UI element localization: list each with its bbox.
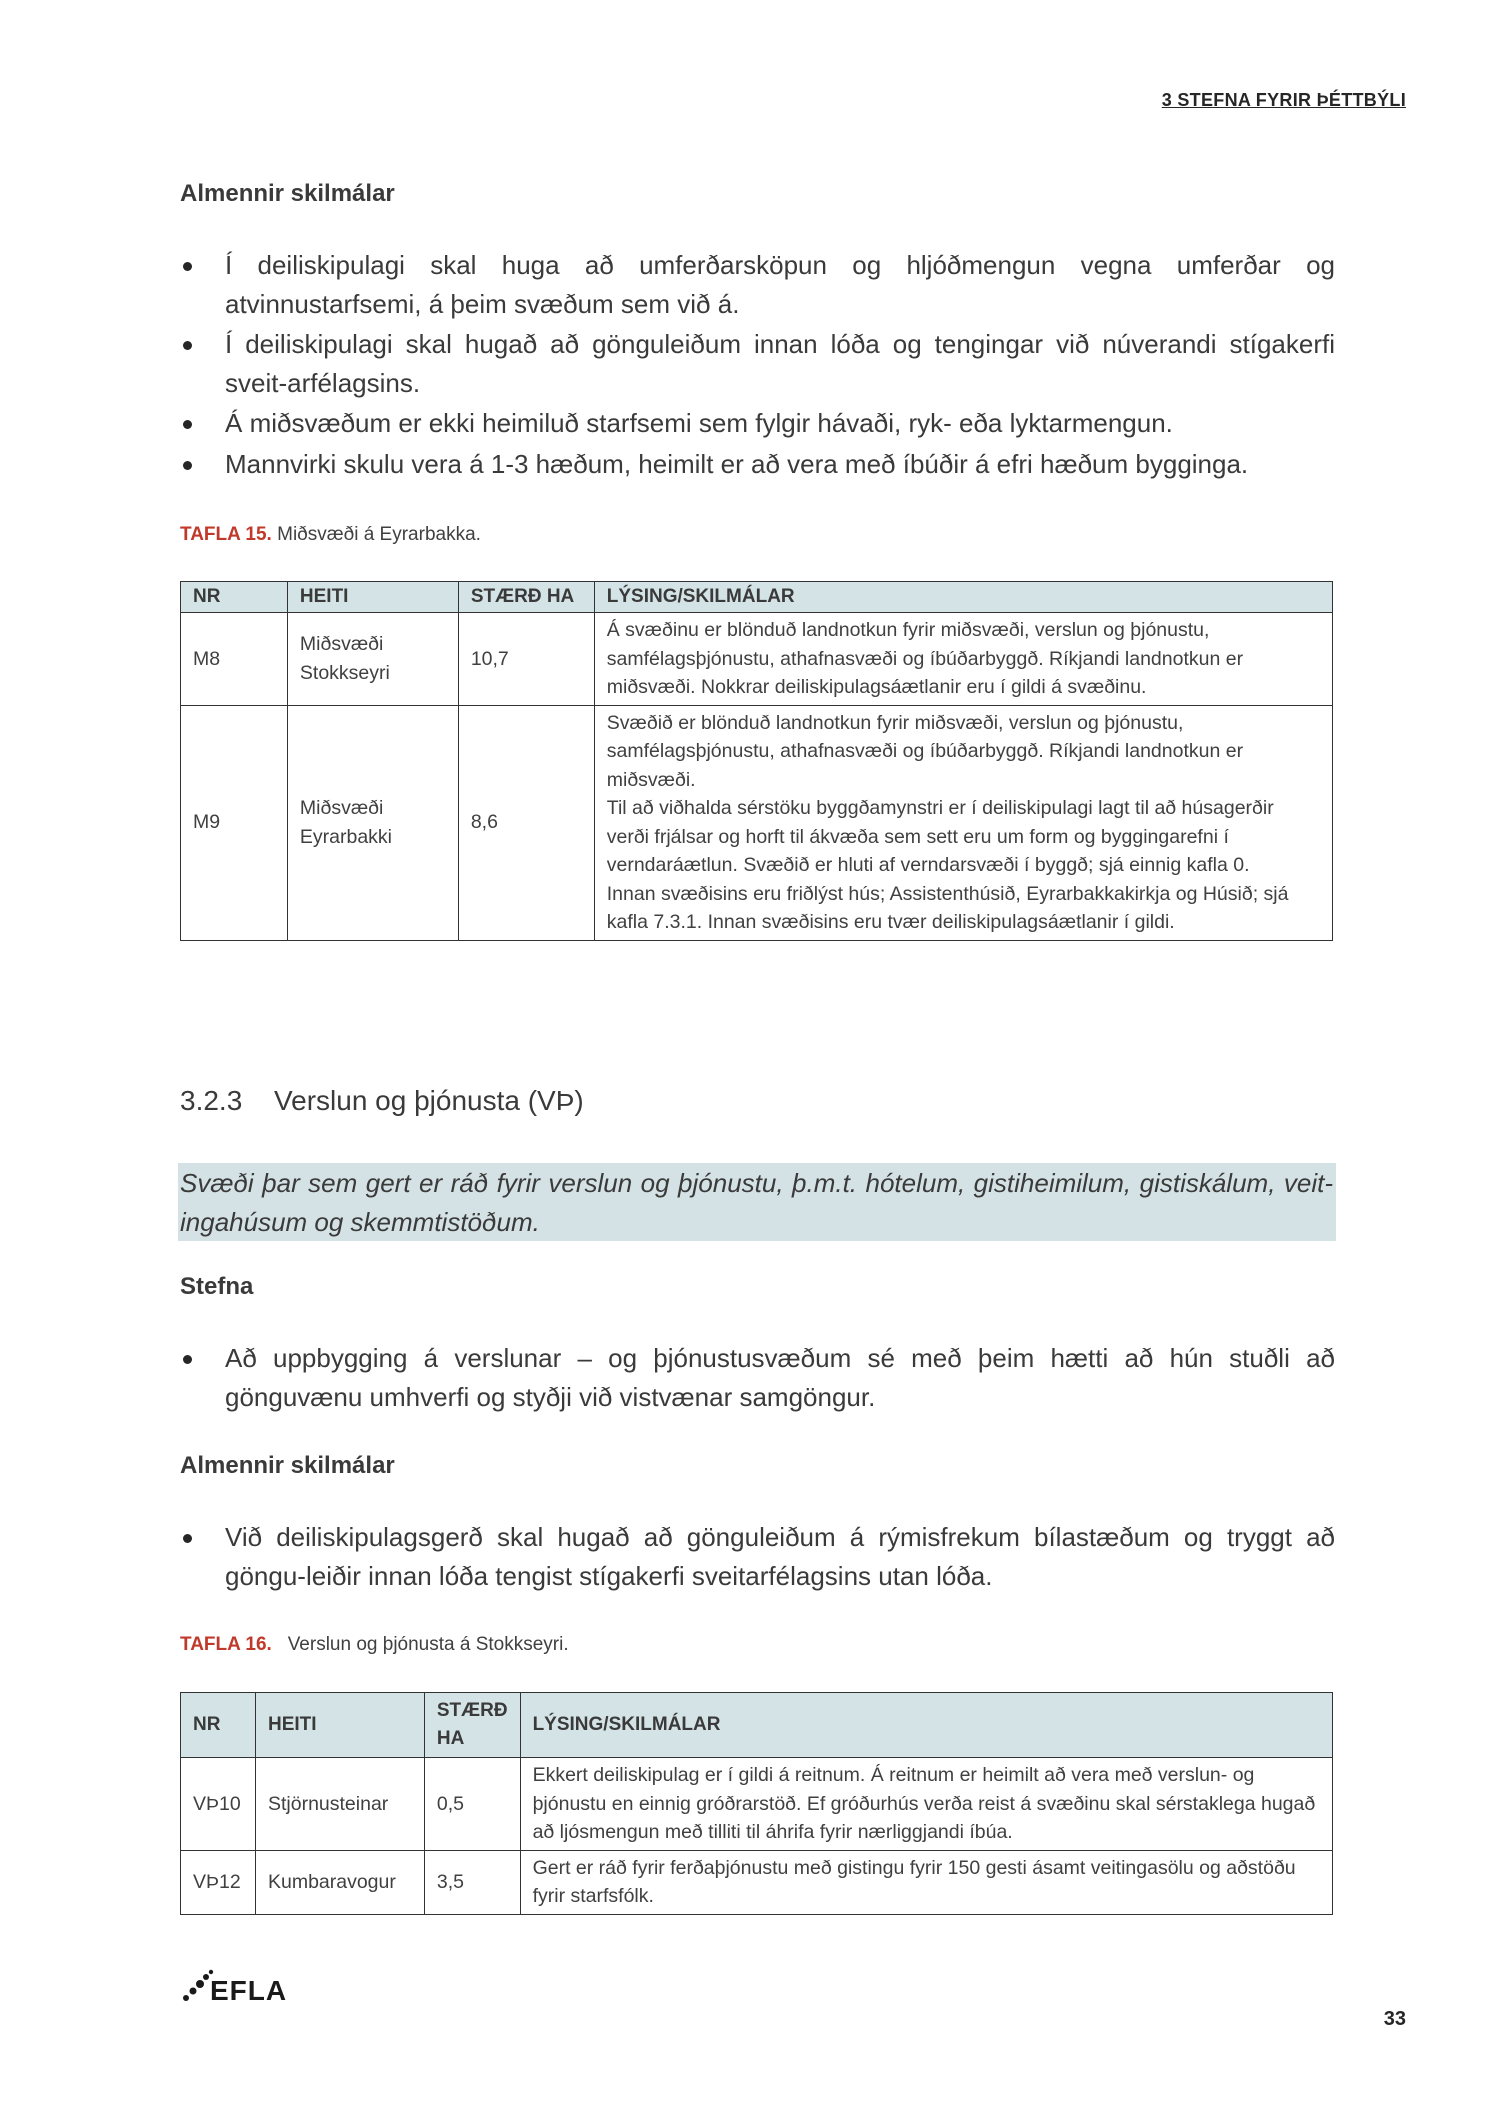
- page-number: 33: [1383, 2008, 1406, 2030]
- table-header-row: [181, 1693, 1333, 1758]
- logo-text: EFLA: [210, 1975, 288, 2006]
- table-row: [181, 1758, 1333, 1851]
- cell-staerd: 10,7: [458, 613, 594, 706]
- cell-nr: VÞ12: [181, 1850, 256, 1914]
- column-header-staerd: STÆRÐ HA: [458, 582, 594, 613]
- cell-heiti: Kumbaravogur: [255, 1850, 424, 1914]
- table-16: [180, 1692, 1333, 1915]
- cell-staerd: 3,5: [424, 1850, 520, 1914]
- column-header-nr: NR: [181, 1693, 256, 1758]
- list-item: Að uppbygging á verslunar – og þjónustusvæðum sé með þeim hætti að hún stuðli að gönguvænu umhverfi og styðji við vistvænar samgöngur.: [180, 1339, 1335, 1416]
- bullet-icon: [183, 461, 192, 470]
- table15-caption-text: Miðsvæði á Eyrarbakka.: [277, 524, 481, 545]
- column-header-lysing: LÝSING/SKILMÁLAR: [594, 582, 1332, 613]
- cell-lysing: Gert er ráð fyrir ferðaþjónustu með gistingu fyrir 150 gesti ásamt veitingasölu og aðstöðu fyrir starfsfólk.: [520, 1850, 1332, 1914]
- column-header-staerd: STÆRÐ HA: [424, 1693, 520, 1758]
- section-heading-stefna: Stefna: [180, 1273, 254, 1300]
- cell-nr: M8: [181, 613, 288, 706]
- table-15: [180, 581, 1333, 941]
- stefna-list: [180, 1339, 1335, 1418]
- cell-heiti: Miðsvæði Stokkseyri: [287, 613, 458, 706]
- bullet-icon: [183, 341, 192, 350]
- bullet-icon: [183, 1534, 192, 1543]
- column-header-lysing: LÝSING/SKILMÁLAR: [520, 1693, 1332, 1758]
- bullet-icon: [183, 262, 192, 271]
- cell-lysing: Svæðið er blönduð landnotkun fyrir miðsvæði, verslun og þjónustu, samfélagsþjónustu, athafnasvæði og íbúðarbyggð. Ríkjandi landnotkun er miðsvæði. Til að viðhalda sérstöku byggðamynstri er í deiliskipulagi lagt til að húsagerðir verði frjálsar og horft til ákvæða sem sett eru um form og byggingarefni í verndaráætlun. Svæðið er hluti af verndarsvæði í byggð; sjá einnig kafla 0. Innan svæðisins eru friðlýst hús; Assistenthúsið, Eyrarbakkakirkja og Húsið; sjá kafla 7.3.1. Innan svæðisins eru tvær deiliskipulagsáætlanir í gildi.: [594, 705, 1332, 940]
- section-heading-general-terms: Almennir skilmálar: [180, 180, 395, 207]
- cell-lysing: Ekkert deiliskipulag er í gildi á reitnum. Á reitnum er heimilt að vera með verslun- og þjónustu en einnig gróðrarstöð. Ef gróðurhús verða reist á svæðinu skal sérstaklega hugað að ljósmengun með tilliti til áhrifa fyrir nærliggjandi íbúa.: [520, 1758, 1332, 1851]
- section-intro: Svæði þar sem gert er ráð fyrir verslun og þjónustu, þ.m.t. hótelum, gistiheimilum, gistiskálum, veit-ingahúsum og skemmtistöðum.: [180, 1168, 1333, 1237]
- list-item: Við deiliskipulagsgerð skal hugað að gönguleiðum á rýmisfrekum bílastæðum og tryggt að göngu-leiðir innan lóða tengist stígakerfi sveitarfélagsins utan lóða.: [180, 1518, 1335, 1595]
- section-number: 3.2.3: [180, 1085, 243, 1116]
- table16-caption: [180, 1634, 569, 1656]
- cell-heiti: Miðsvæði Eyrarbakki: [287, 705, 458, 940]
- table-row: [181, 705, 1333, 940]
- cell-nr: VÞ10: [181, 1758, 256, 1851]
- list-item: Í deiliskipulagi skal hugað að gönguleiðum innan lóða og tengingar við núverandi stígakerfi sveit-arfélagsins.: [180, 325, 1335, 402]
- chapter-header: 3 STEFNA FYRIR ÞÉTTBÝLI: [1161, 90, 1406, 110]
- cell-nr: M9: [181, 705, 288, 940]
- table15-caption: [180, 524, 481, 546]
- table-header-row: [181, 582, 1333, 613]
- section-heading-general-terms-2: Almennir skilmálar: [180, 1452, 395, 1479]
- list-item: Í deiliskipulagi skal huga að umferðarsköpun og hljóðmengun vegna umferðar og atvinnustarfsemi, á þeim svæðum sem við á.: [180, 246, 1335, 323]
- section-heading-3-2-3: [180, 1085, 584, 1117]
- general-terms-list-2: [180, 1518, 1335, 1597]
- cell-lysing: Á svæðinu er blönduð landnotkun fyrir miðsvæði, verslun og þjónustu, samfélagsþjónustu, athafnasvæði og íbúðarbyggð. Ríkjandi landnotkun er miðsvæði. Nokkrar deiliskipulagsáætlanir eru í gildi á svæðinu.: [594, 613, 1332, 706]
- column-header-heiti: HEITI: [255, 1693, 424, 1758]
- table-row: [181, 613, 1333, 706]
- table-row: [181, 1850, 1333, 1914]
- cell-staerd: 0,5: [424, 1758, 520, 1851]
- list-item: Mannvirki skulu vera á 1-3 hæðum, heimilt er að vera með íbúðir á efri hæðum bygginga.: [180, 445, 1335, 484]
- column-header-nr: NR: [181, 582, 288, 613]
- cell-heiti: Stjörnusteinar: [255, 1758, 424, 1851]
- table16-caption-text: Verslun og þjónusta á Stokkseyri.: [287, 1634, 569, 1655]
- list-item: Á miðsvæðum er ekki heimiluð starfsemi sem fylgir hávaði, ryk- eða lyktarmengun.: [180, 404, 1335, 443]
- bullet-icon: [183, 1355, 192, 1364]
- column-header-heiti: HEITI: [287, 582, 458, 613]
- cell-staerd: 8,6: [458, 705, 594, 940]
- table15-label: TAFLA 15.: [180, 524, 272, 545]
- bullet-icon: [183, 420, 192, 429]
- section-title: Verslun og þjónusta (VÞ): [274, 1085, 584, 1116]
- table16-label: TAFLA 16.: [180, 1634, 272, 1655]
- general-terms-list: [180, 246, 1335, 485]
